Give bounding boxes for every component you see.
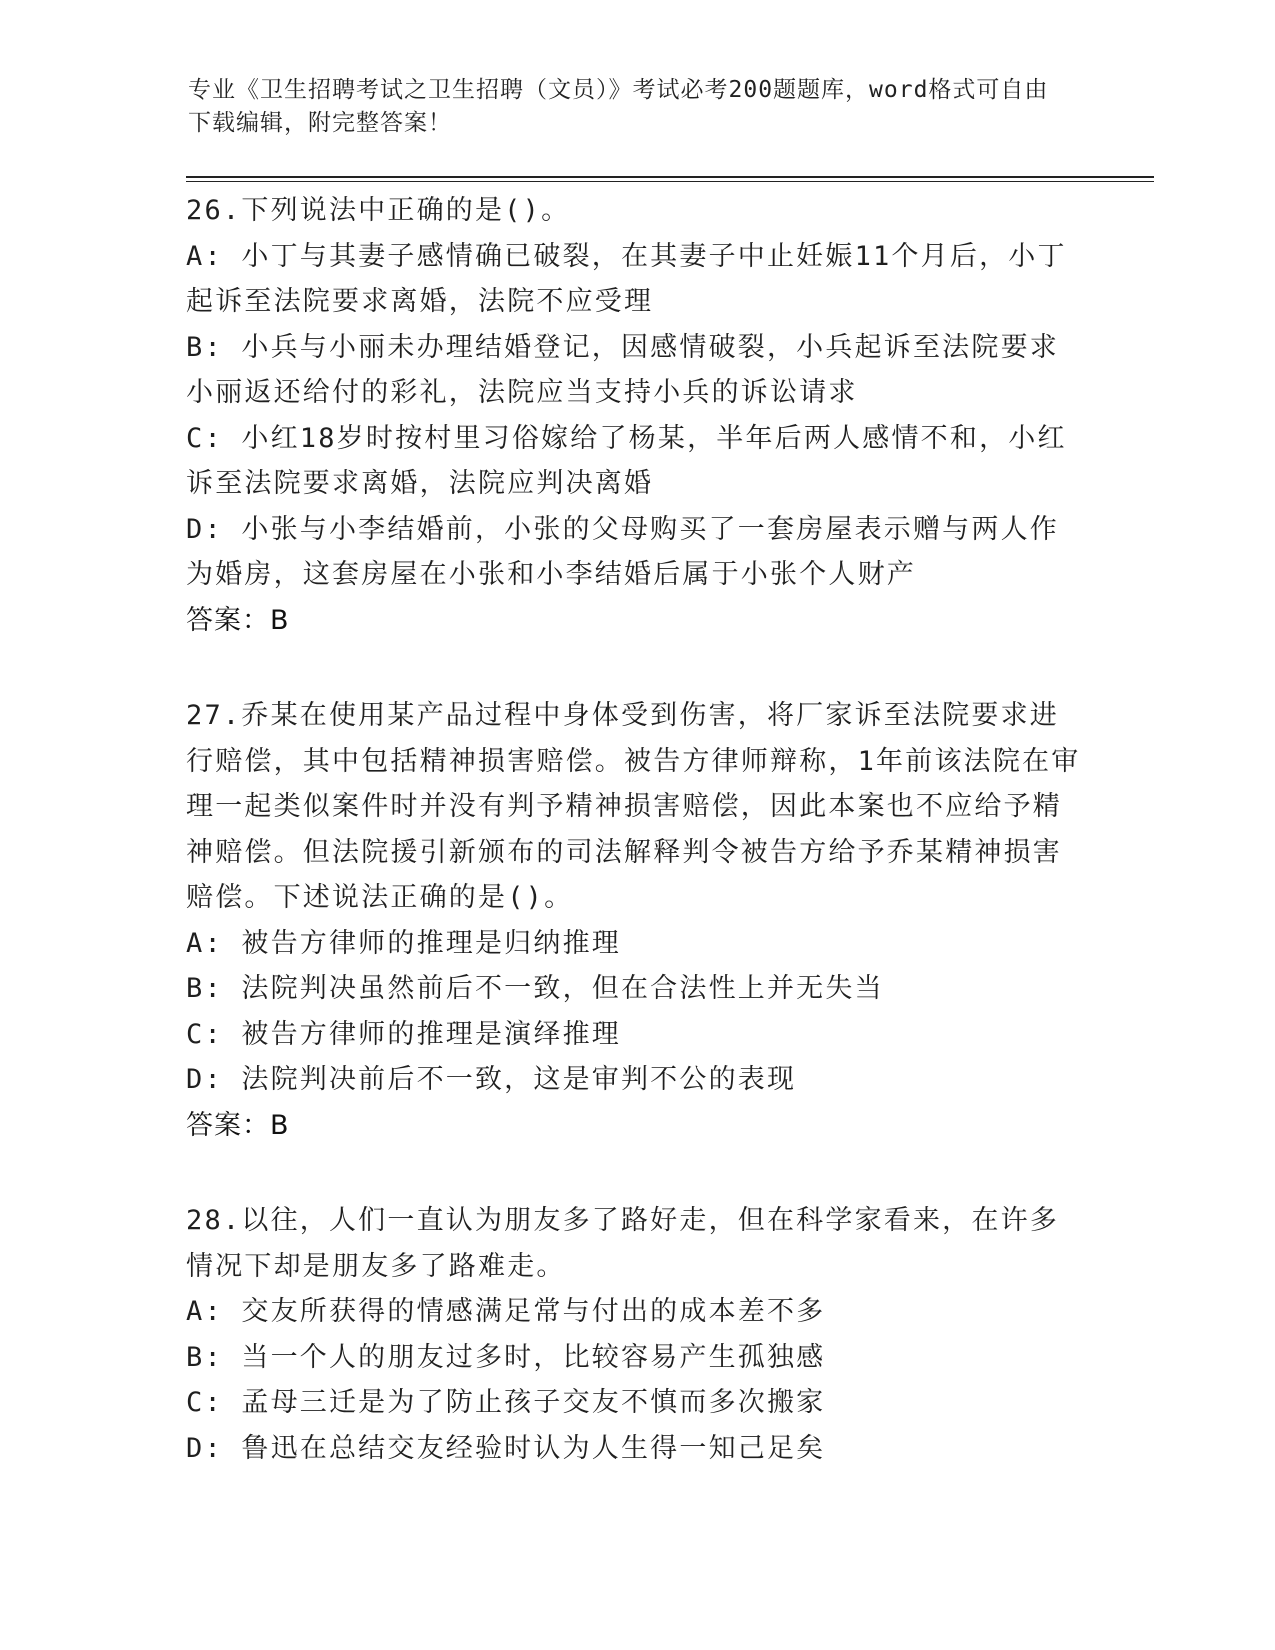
document-header: 专业《卫生招聘考试之卫生招聘（文员）》考试必考200题题库，word格式可自由下载编辑，附完整答案！ [188, 77, 1049, 136]
option-a: A: 小丁与其妻子感情确已破裂，在其妻子中止妊娠11个月后，小丁起诉至法院要求离婚，法院不应受理 [186, 240, 1067, 317]
question-stem: 28.以往，人们一直认为朋友多了路好走，但在科学家看来，在许多情况下却是朋友多了路难走。 [186, 1205, 1059, 1282]
question-stem: 26.下列说法中正确的是()。 [186, 195, 571, 226]
option-d: D: 小张与小李结婚前，小张的父母购买了一套房屋表示赠与两人作为婚房，这套房屋在小张和小李结婚后属于小张个人财产 [186, 513, 1059, 590]
option-a: A: 被告方律师的推理是归纳推理 [186, 927, 621, 959]
option-b: B: 当一个人的朋友过多时，比较容易产生孤独感 [186, 1341, 826, 1373]
answer-label: 答案：B [186, 1109, 290, 1141]
question-stem: 27.乔某在使用某产品过程中身体受到伤害，将厂家诉至法院要求进行赔偿，其中包括精神损害赔偿。被告方律师辩称，1年前该法院在审理一起类似案件时并没有判予精神损害赔偿，因此本案也不应给予精神赔偿。但法院援引新颁布的司法解释判令被告方给予乔某精神损害赔偿。下述说法正确的是()。 [186, 700, 1081, 913]
header-rule-thick [186, 176, 1154, 178]
header-rule-thin [186, 181, 1154, 182]
answer-label: 答案：B [186, 604, 290, 636]
option-a: A: 交友所获得的情感满足常与付出的成本差不多 [186, 1296, 826, 1327]
question-26 [186, 188, 1086, 643]
question-27 [186, 693, 1086, 1148]
option-d: D: 鲁迅在总结交友经验时认为人生得一知己足矣 [186, 1432, 826, 1464]
option-c: C: 被告方律师的推理是演绎推理 [186, 1018, 621, 1050]
question-list [186, 188, 1086, 1471]
option-c: C: 孟母三迁是为了防止孩子交友不慎而多次搬家 [186, 1387, 826, 1418]
option-b: B: 法院判决虽然前后不一致，但在合法性上并无失当 [186, 973, 884, 1004]
option-d: D: 法院判决前后不一致，这是审判不公的表现 [186, 1064, 797, 1095]
question-28 [186, 1198, 1086, 1471]
option-c: C: 小红18岁时按村里习俗嫁给了杨某，半年后两人感情不和，小红诉至法院要求离婚，法院应判决离婚 [186, 422, 1067, 499]
option-b: B: 小兵与小丽未办理结婚登记，因感情破裂，小兵起诉至法院要求小丽返还给付的彩礼，法院应当支持小兵的诉讼请求 [186, 331, 1059, 408]
